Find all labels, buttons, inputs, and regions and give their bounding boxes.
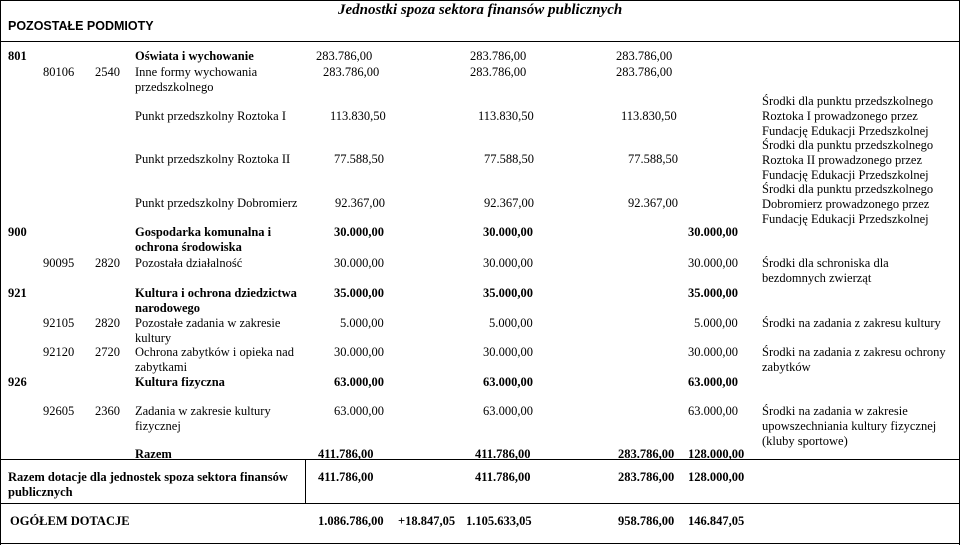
amount: 958.786,00 [618,514,675,528]
grand-total-label: OGÓŁEM DOTACJE [10,514,130,528]
rozdzial-code: 90095 [43,256,75,270]
amount: 411.786,00 [318,447,374,461]
paragraf-code: 2360 [95,404,120,418]
dzial-code: 900 [8,225,27,239]
amount: 411.786,00 [475,470,531,484]
amount: 30.000,00 [688,225,738,239]
note: Środki dla schroniska dla bezdomnych zwierząt [762,256,889,285]
amount: 63.000,00 [483,375,533,389]
paragraf-code: 2820 [95,256,120,270]
dzial-name: Kultura i ochrona dziedzictwa narodowego [135,286,297,315]
note: Środki dla punktu przedszkolnego Roztoka I prowadzonego przez Fundację Edukacji Przedszkolnej [762,94,934,138]
rule [0,0,1,545]
amount: 128.000,00 [688,470,745,484]
amount: 63.000,00 [334,375,384,389]
amount: 128.000,00 [688,447,745,461]
amount: 5.000,00 [489,316,533,330]
amount: 63.000,00 [688,375,738,389]
subtotal-label: Razem [135,447,172,461]
amount: 35.000,00 [688,286,738,300]
rule [0,41,960,42]
note: Środki na zadania z zakresu ochrony zabytków [762,345,946,374]
amount: 77.588,50 [484,152,534,166]
amount: 30.000,00 [334,345,384,359]
section-label: POZOSTAŁE PODMIOTY [8,19,154,33]
paragraf-code: 2820 [95,316,120,330]
amount: 30.000,00 [483,345,533,359]
amount: 30.000,00 [483,225,533,239]
amount: 35.000,00 [334,286,384,300]
rozdzial-code: 92605 [43,404,75,418]
item-name: Punkt przedszkolny Roztoka II [135,152,291,166]
amount-change: +18.847,05 [398,514,456,528]
rozdzial-name: Inne formy wychowania przedszkolnego [135,65,258,94]
rule [0,0,960,1]
amount: 63.000,00 [334,404,384,418]
amount: 283.786,00 [616,49,673,63]
amount: 1.105.633,05 [466,514,532,528]
amount: 1.086.786,00 [318,514,384,528]
item-name: Punkt przedszkolny Dobromierz [135,196,298,210]
paragraf-code: 2720 [95,345,120,359]
amount: 283.786,00 [470,65,527,79]
dzial-name: Gospodarka komunalna i ochrona środowiska [135,225,272,254]
rozdzial-code: 80106 [43,65,75,79]
total-label: Razem dotacje dla jednostek spoza sektora finansów publicznych [8,470,288,499]
amount: 30.000,00 [688,345,738,359]
amount: 5.000,00 [694,316,738,330]
amount: 77.588,50 [334,152,384,166]
amount: 30.000,00 [688,256,738,270]
rozdzial-code: 92120 [43,345,75,359]
amount: 283.786,00 [618,470,675,484]
amount: 283.786,00 [618,447,675,461]
amount: 146.847,05 [688,514,745,528]
rozdzial-name: Zadania w zakresie kultury fizycznej [135,404,271,433]
amount: 411.786,00 [318,470,374,484]
amount: 283.786,00 [616,65,673,79]
amount: 113.830,50 [621,109,677,123]
note: Środki dla punktu przedszkolnego Dobromierz prowadzonego przez Fundację Edukacji Przedszkolnej [762,182,934,226]
amount: 92.367,00 [628,196,678,210]
paragraf-code: 2540 [95,65,120,79]
rozdzial-name: Pozostałe zadania w zakresie kultury [135,316,281,345]
amount: 35.000,00 [483,286,533,300]
amount: 30.000,00 [483,256,533,270]
amount: 30.000,00 [334,256,384,270]
amount: 63.000,00 [688,404,738,418]
dzial-name: Oświata i wychowanie [135,49,254,63]
page-title: Jednostki spoza sektora finansów publicznych [338,2,623,18]
dzial-code: 921 [8,286,27,300]
amount: 92.367,00 [484,196,534,210]
amount: 113.830,50 [330,109,386,123]
amount: 283.786,00 [323,65,380,79]
amount: 5.000,00 [340,316,384,330]
amount: 77.588,50 [628,152,678,166]
rozdzial-name: Pozostała działalność [135,256,243,270]
amount: 283.786,00 [316,49,373,63]
amount: 30.000,00 [334,225,384,239]
amount: 92.367,00 [335,196,385,210]
dzial-code: 801 [8,49,27,63]
rozdzial-name: Ochrona zabytków i opieka nad zabytkami [135,345,294,374]
dzial-code: 926 [8,375,27,389]
amount: 411.786,00 [475,447,531,461]
note: Środki na zadania w zakresie upowszechniania kultury fizycznej (kluby sportowe) [762,404,937,448]
rozdzial-code: 92105 [43,316,75,330]
rule [305,459,306,503]
amount: 283.786,00 [470,49,527,63]
amount: 113.830,50 [478,109,534,123]
amount: 63.000,00 [483,404,533,418]
rule [0,503,960,504]
rule [0,543,960,544]
item-name: Punkt przedszkolny Roztoka I [135,109,287,123]
dzial-name: Kultura fizyczna [135,375,225,389]
note: Środki na zadania z zakresu kultury [762,316,941,330]
note: Środki dla punktu przedszkolnego Roztoka II prowadzonego przez Fundację Edukacji Przedszkolnej [762,138,934,182]
